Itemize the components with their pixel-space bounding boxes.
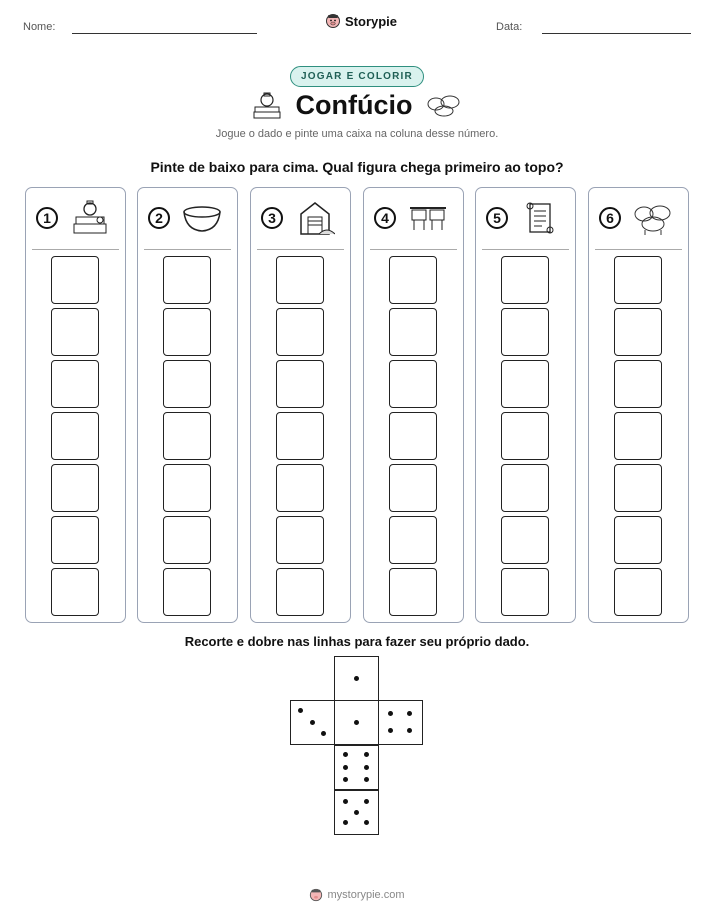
die-instruction: Recorte e dobre nas linhas para fazer seu próprio dado. [184,634,530,649]
color-box[interactable] [614,412,662,460]
die-pip [364,820,369,825]
color-box[interactable] [614,256,662,304]
die-pip [364,799,369,804]
color-box[interactable] [614,464,662,512]
column-2 [137,187,238,623]
die-pip [343,752,348,757]
die-pip [407,711,412,716]
die-face-1 [334,700,379,745]
color-box[interactable] [276,256,324,304]
color-box[interactable] [163,412,211,460]
color-box[interactable] [614,360,662,408]
page-title: Confúcio [295,90,413,120]
column-4 [363,187,464,623]
color-box[interactable] [614,516,662,564]
footer-url[interactable]: mystorypie.com [327,889,405,901]
die-pip [388,711,393,716]
color-box[interactable] [163,256,211,304]
die-pip [343,777,348,782]
color-box[interactable] [51,464,99,512]
color-box[interactable] [614,308,662,356]
column-number: 3 [261,207,283,229]
pig-mascot-icon [325,13,341,29]
clay-pots-icon [252,92,282,120]
brand-logo [325,13,397,29]
die-face-5 [334,790,379,835]
color-box[interactable] [614,568,662,616]
name-line[interactable] [72,33,257,34]
die-pip [321,731,326,736]
color-box[interactable] [51,568,99,616]
color-box[interactable] [276,516,324,564]
color-box[interactable] [389,308,437,356]
die-face-4 [378,700,423,745]
die-pip [310,720,315,725]
instruction-text: Pinte de baixo para cima. Qual figura chega primeiro ao topo? [150,159,564,175]
column-divider [482,249,569,250]
column-3 [250,187,351,623]
die-face-3 [290,700,335,745]
color-box[interactable] [163,516,211,564]
color-box[interactable] [389,464,437,512]
color-box[interactable] [501,360,549,408]
color-box[interactable] [501,516,549,564]
die-pip [354,810,359,815]
column-number: 4 [374,207,396,229]
color-box[interactable] [276,308,324,356]
brand-name: Storypie [345,13,398,29]
color-box[interactable] [501,256,549,304]
die-pip [354,720,359,725]
color-box[interactable] [163,308,211,356]
sheep-flock-icon [633,200,673,236]
color-box[interactable] [163,464,211,512]
activity-badge: JOGAR E COLORIR [290,66,424,87]
die-pip [364,777,369,782]
date-label: Data: [496,21,523,33]
column-1 [25,187,126,623]
column-number: 6 [599,207,621,229]
die-pip [343,799,348,804]
scroll-icon [520,200,560,236]
color-box[interactable] [51,516,99,564]
barn-icon [295,200,335,236]
die-pip [407,728,412,733]
color-box[interactable] [51,308,99,356]
column-number: 2 [148,207,170,229]
column-5 [475,187,576,623]
color-box[interactable] [276,464,324,512]
color-box[interactable] [501,568,549,616]
color-box[interactable] [389,516,437,564]
color-box[interactable] [276,360,324,408]
color-box[interactable] [163,568,211,616]
die-face-6 [334,745,379,790]
subtitle: Jogue o dado e pinte uma caixa na coluna desse número. [215,128,499,140]
column-divider [370,249,457,250]
color-box[interactable] [389,256,437,304]
color-box[interactable] [163,360,211,408]
color-box[interactable] [276,412,324,460]
column-6 [588,187,689,623]
die-pip [343,765,348,770]
column-divider [257,249,344,250]
footer [0,888,714,902]
color-box[interactable] [389,360,437,408]
clay-pots-icon [70,200,110,236]
die-pip [388,728,393,733]
color-box[interactable] [51,256,99,304]
column-divider [144,249,231,250]
die-pip [364,765,369,770]
name-label: Nome: [23,21,56,33]
pig-mascot-icon [309,888,323,902]
die-face-1 [334,656,379,701]
column-divider [32,249,119,250]
die-pip [364,752,369,757]
column-divider [595,249,682,250]
oxen-icon [408,200,448,236]
sheep-flock-icon [426,92,462,120]
color-box[interactable] [51,360,99,408]
color-box[interactable] [389,412,437,460]
color-box[interactable] [389,568,437,616]
color-box[interactable] [501,464,549,512]
column-number: 1 [36,207,58,229]
die-pip [343,820,348,825]
color-box[interactable] [501,308,549,356]
date-line[interactable] [542,33,691,34]
color-box[interactable] [276,568,324,616]
color-box[interactable] [501,412,549,460]
die-pip [354,676,359,681]
die-pip [298,708,303,713]
color-box[interactable] [51,412,99,460]
column-number: 5 [486,207,508,229]
bowl-icon [182,200,222,236]
